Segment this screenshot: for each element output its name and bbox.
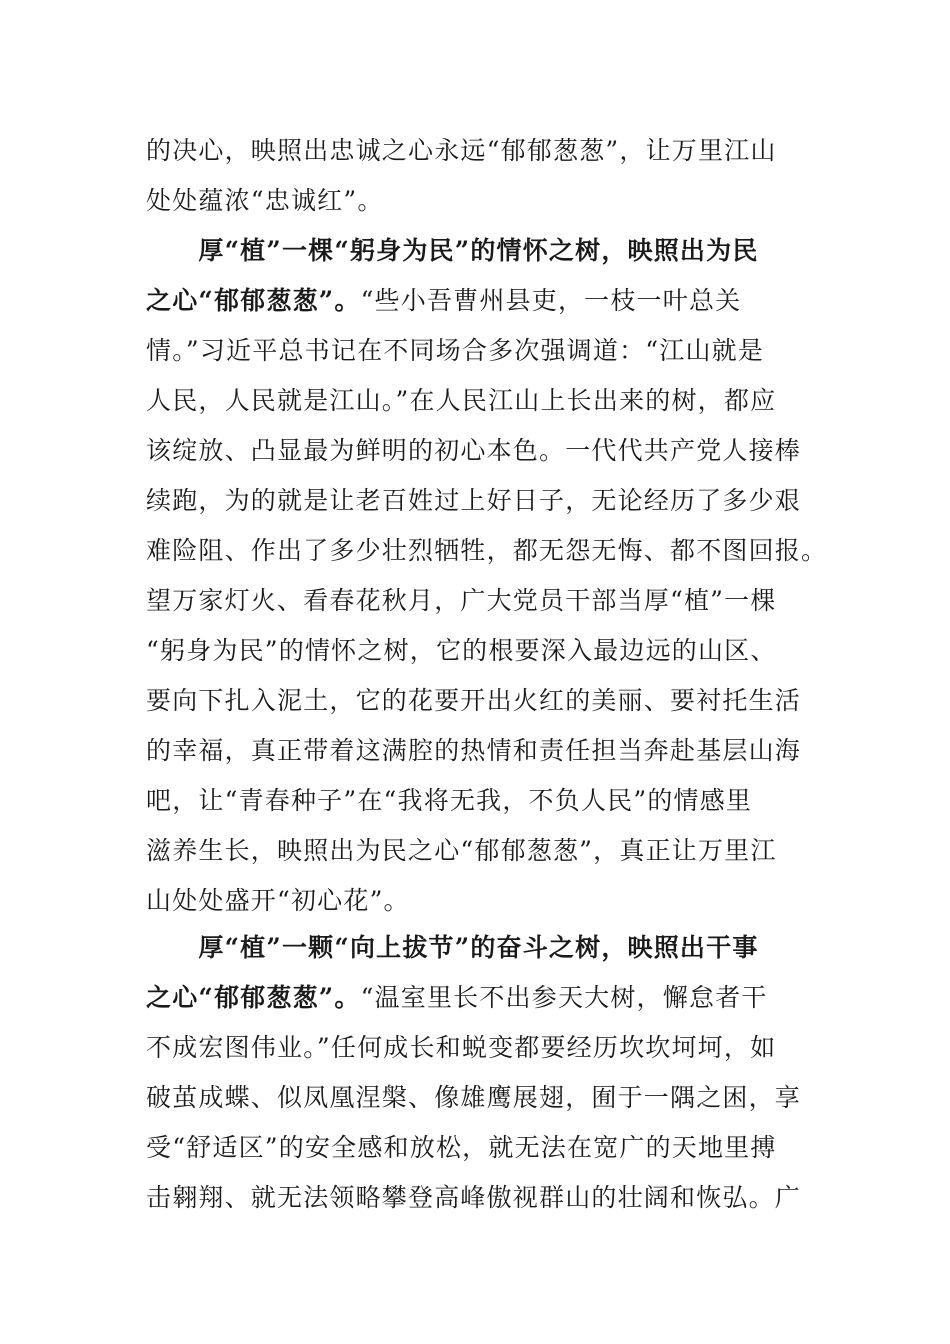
text-line: “躬身为民”的情怀之树，它的根要深入最边远的山区、 (146, 636, 777, 665)
paragraph-lead-line: 厚“植”一棵“躬身为民”的情怀之树，映照出为民 (146, 236, 759, 265)
paragraph-striving (146, 923, 806, 1223)
text-line: 要向下扎入泥土，它的花要开出火红的美丽、要衬托生活 (146, 686, 802, 715)
text-line: 不成宏图伟业。”任何成长和蜕变都要经历坎坎坷坷，如 (146, 1033, 777, 1062)
paragraph-lead-text: 之心“郁郁葱葱”。 (146, 286, 361, 315)
text-line: 吧，让“青春种子”在“我将无我，不负人民”的情感里 (146, 786, 753, 815)
text-line: 的决心，映照出忠诚之心永远“郁郁葱葱”，让万里江山 (146, 136, 777, 165)
text-line: 山处处盛开“初心花”。 (146, 886, 410, 915)
text-line: 续跑，为的就是让老百姓过上好日子，无论经历了多少艰 (146, 486, 802, 515)
text-line: 受“舒适区”的安全感和放松，就无法在宽广的天地里搏 (146, 1133, 777, 1162)
text-line: 处处蕴浓“忠诚红”。 (146, 186, 384, 215)
paragraph-lead-line: 厚“植”一颗“向上拔节”的奋斗之树，映照出干事 (146, 933, 759, 962)
paragraph-continuation (146, 126, 806, 226)
text-line: 的幸福，真正带着这满腔的热情和责任担当奔赴基层山海 (146, 736, 802, 765)
paragraph-lead-text: 之心“郁郁葱葱”。 (146, 983, 361, 1012)
text-line: 滋养生长，映照出为民之心“郁郁葱葱”，真正让万里江 (146, 836, 777, 865)
text-line: 望万家灯火、看春花秋月，广大党员干部当厚“植”一棵 (146, 586, 777, 615)
text-line: 难险阻、作出了多少壮烈牺牲，都无怨无悔、都不图回报。 (146, 536, 828, 565)
text-line: 人民，人民就是江山。”在人民江山上长出来的树，都应 (146, 386, 777, 415)
text-line: 破茧成蝶、似凤凰涅槃、像雄鹰展翅，囿于一隅之困，享 (146, 1083, 802, 1112)
text-line (146, 973, 806, 1023)
text-line: 该绽放、凸显最为鲜明的初心本色。一代代共产党人接棒 (146, 436, 802, 465)
paragraph-serve-people (146, 226, 828, 926)
text-line: 击翱翔、就无法领略攀登高峰傲视群山的壮阔和恢弘。广 (146, 1183, 802, 1212)
text-line (146, 276, 806, 326)
paragraph-text: “温室里长不出参天大树，懈怠者干 (360, 983, 768, 1012)
paragraph-text: “些小吾曹州县吏，一枝一叶总关 (360, 286, 742, 315)
text-line: 情。”习近平总书记在不同场合多次强调道：“江山就是 (146, 336, 765, 365)
